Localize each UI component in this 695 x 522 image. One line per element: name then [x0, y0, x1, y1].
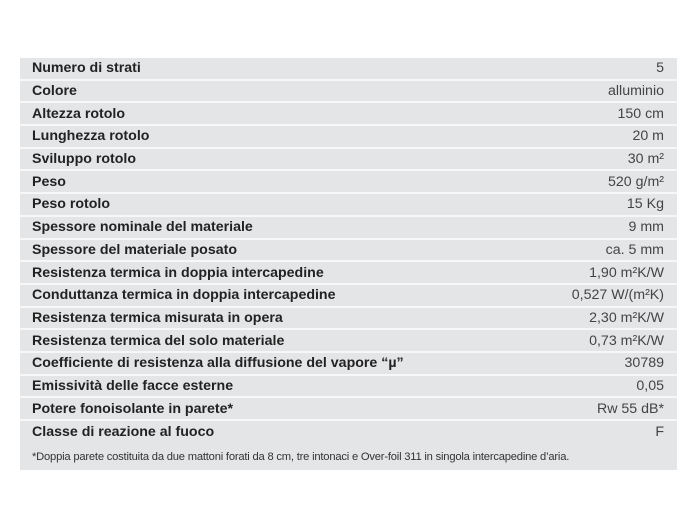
table-row — [20, 171, 677, 194]
row-label: Resistenza termica in doppia intercapedine — [32, 264, 324, 281]
row-label: Peso — [32, 173, 66, 190]
table-row — [20, 194, 677, 217]
row-value: 150 cm — [617, 105, 664, 122]
row-label: Sviluppo rotolo — [32, 151, 137, 168]
row-value: 15 Kg — [626, 196, 664, 213]
spec-table — [20, 58, 677, 470]
row-label: Classe di reazione al fuoco — [32, 424, 215, 441]
row-label: Spessore nominale del materiale — [32, 219, 253, 236]
table-row — [20, 308, 677, 331]
table-row — [20, 149, 677, 172]
table-row — [20, 398, 677, 421]
row-label: Resistenza termica del solo materiale — [32, 332, 285, 349]
row-label: Lunghezza rotolo — [32, 128, 150, 145]
row-value: 0,73 m²K/W — [589, 332, 664, 349]
row-label: Conduttanza termica in doppia intercapedine — [32, 287, 336, 304]
row-value: 30 m² — [627, 151, 664, 168]
row-value: 9 mm — [628, 219, 664, 236]
table-row — [20, 376, 677, 399]
row-label: Coefficiente di resistenza alla diffusione del vapore “µ” — [32, 355, 404, 372]
row-value: F — [655, 424, 664, 441]
row-label: Numero di strati — [32, 60, 141, 77]
table-row — [20, 353, 677, 376]
row-value: 0,527 W/(m²K) — [571, 287, 664, 304]
row-value: 520 g/m² — [608, 173, 664, 190]
row-value: 1,90 m²K/W — [589, 264, 664, 281]
table-row — [20, 330, 677, 353]
footnote: *Doppia parete costituita da due mattoni forati da 8 cm, tre intonaci e Over-foil 311 in singola intercapedine d’aria. — [32, 450, 570, 463]
row-label: Altezza rotolo — [32, 105, 126, 122]
table-row — [20, 126, 677, 149]
row-label: Potere fonoisolante in parete* — [32, 400, 234, 417]
row-value: 5 — [656, 60, 664, 77]
table-row — [20, 58, 677, 81]
row-label: Resistenza termica misurata in opera — [32, 309, 283, 326]
row-label: Colore — [32, 83, 77, 100]
row-label: Emissività delle facce esterne — [32, 377, 234, 394]
row-label: Peso rotolo — [32, 196, 111, 213]
row-value: Rw 55 dB* — [596, 400, 664, 417]
row-label: Spessore del materiale posato — [32, 241, 238, 258]
row-value: 0,05 — [636, 377, 664, 394]
table-row — [20, 217, 677, 240]
table-row — [20, 285, 677, 308]
table-row — [20, 421, 677, 444]
table-row — [20, 103, 677, 126]
row-value: alluminio — [608, 83, 664, 100]
table-row — [20, 240, 677, 263]
table-row — [20, 262, 677, 285]
table-row — [20, 81, 677, 104]
row-value: 20 m — [632, 128, 664, 145]
row-value: 30789 — [624, 355, 664, 372]
row-value: ca. 5 mm — [605, 241, 664, 258]
row-value: 2,30 m²K/W — [589, 309, 664, 326]
